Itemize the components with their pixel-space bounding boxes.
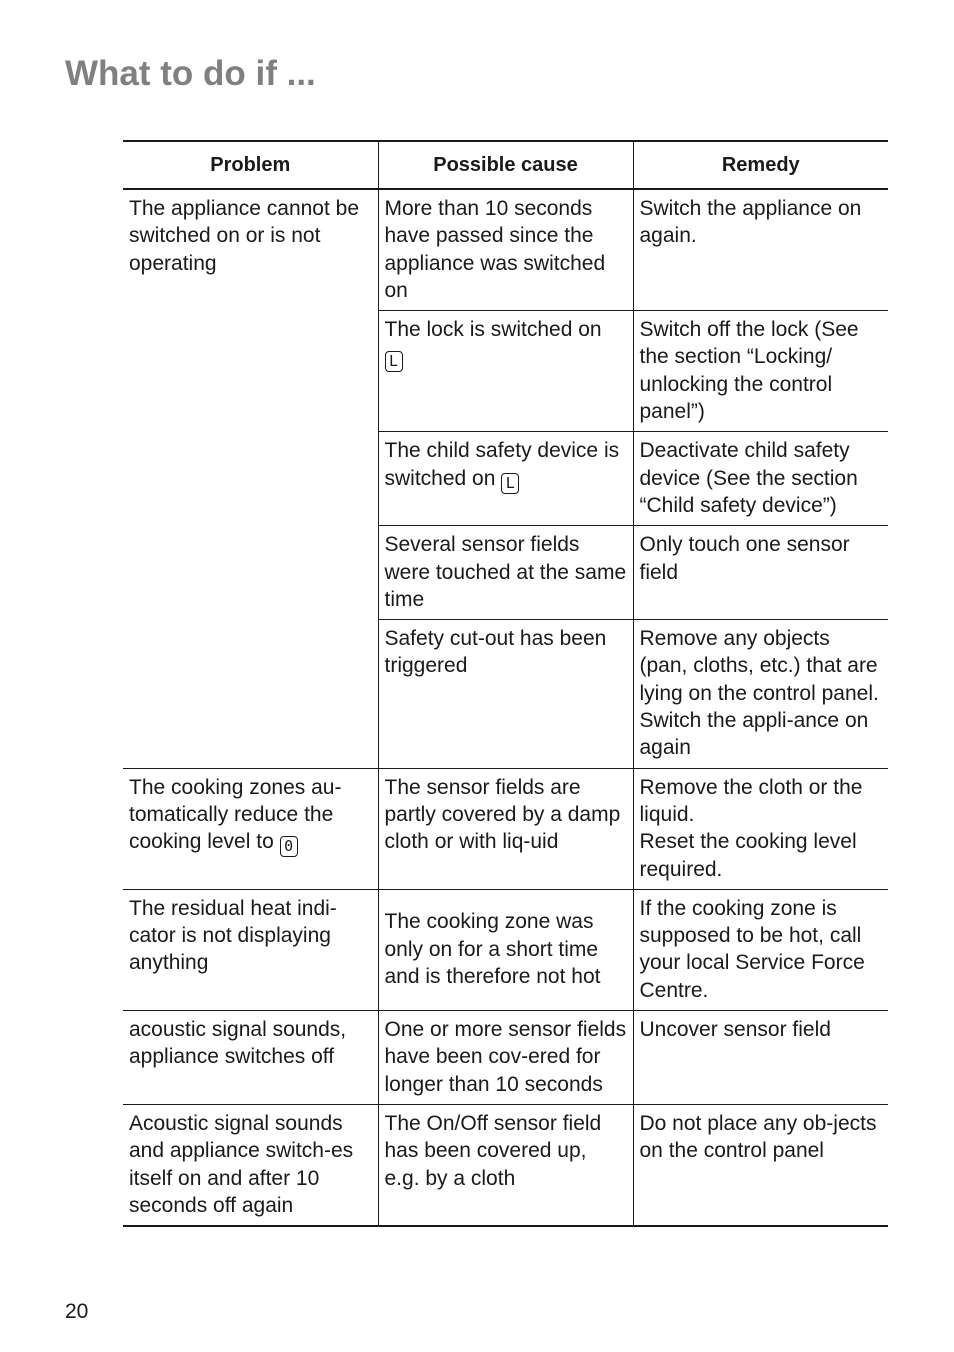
cause-cell — [378, 432, 633, 526]
remedy-cell: Deactivate child safety device (See the section “Child safety device”) — [633, 432, 888, 526]
remedy-cell: Switch off the lock (See the section “Locking/ unlocking the control panel”) — [633, 311, 888, 432]
cause-cell — [378, 311, 633, 432]
problem-cell: The residual heat indi-cator is not displaying anything — [123, 889, 378, 1010]
problem-cell: The appliance cannot be switched on or is not operating — [123, 189, 378, 768]
remedy-cell: Do not place any ob-jects on the control panel — [633, 1104, 888, 1226]
header-possible-cause: Possible cause — [378, 141, 633, 189]
page-title: What to do if ... — [65, 54, 316, 93]
cause-text: The lock is switched on — [384, 318, 602, 342]
lock-symbol-icon: L — [385, 351, 403, 372]
problem-cell: acoustic signal sounds, appliance switches off — [123, 1011, 378, 1105]
table-row — [123, 1104, 888, 1226]
cause-cell: Several sensor fields were touched at the same time — [378, 526, 633, 620]
remedy-cell: Switch the appliance on again. — [633, 189, 888, 311]
zero-symbol-icon: 0 — [280, 836, 298, 857]
lock-symbol-icon: L — [501, 473, 519, 494]
problem-cell — [123, 768, 378, 889]
problem-cell: Acoustic signal sounds and appliance switch-es itself on and after 10 seconds off again — [123, 1104, 378, 1226]
remedy-cell: Remove any objects (pan, cloths, etc.) that are lying on the control panel. Switch the appli-ance on again — [633, 620, 888, 768]
remedy-cell: Uncover sensor field — [633, 1011, 888, 1105]
troubleshooting-table — [123, 140, 888, 1227]
cause-cell: The sensor fields are partly covered by a damp cloth or with liq-uid — [378, 768, 633, 889]
problem-text: The cooking zones au-tomatically reduce the cooking level to — [129, 775, 342, 854]
table-row — [123, 768, 888, 889]
header-remedy: Remedy — [633, 141, 888, 189]
cause-cell: Safety cut-out has been triggered — [378, 620, 633, 768]
remedy-cell: Only touch one sensor field — [633, 526, 888, 620]
cause-cell: The cooking zone was only on for a short time and is therefore not hot — [378, 889, 633, 1010]
table-row — [123, 889, 888, 1010]
cause-cell: The On/Off sensor field has been covered up, e.g. by a cloth — [378, 1104, 633, 1226]
header-problem: Problem — [123, 141, 378, 189]
table-header-row — [123, 141, 888, 189]
table-row — [123, 1011, 888, 1105]
cause-text: The child safety device is switched on — [384, 439, 620, 490]
remedy-cell: If the cooking zone is supposed to be hot, call your local Service Force Centre. — [633, 889, 888, 1010]
cause-cell: One or more sensor fields have been cov-ered for longer than 10 seconds — [378, 1011, 633, 1105]
table-row — [123, 189, 888, 311]
cause-cell: More than 10 seconds have passed since the appliance was switched on — [378, 189, 633, 311]
remedy-cell: Remove the cloth or the liquid. Reset the cooking level required. — [633, 768, 888, 889]
page-number: 20 — [65, 1300, 89, 1323]
